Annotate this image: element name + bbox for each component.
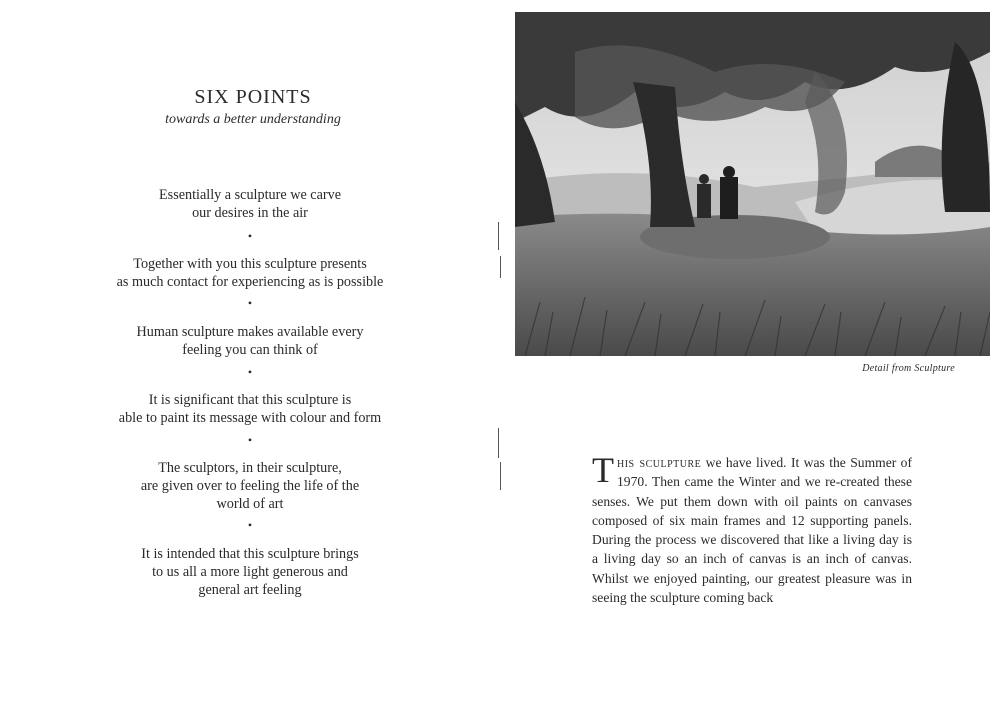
point-line: It is intended that this sculpture brings xyxy=(141,546,359,562)
point-line: feeling you can think of xyxy=(182,342,318,358)
point-1 xyxy=(80,186,420,222)
landscape-illustration xyxy=(515,12,990,356)
point-line: are given over to feeling the life of the xyxy=(140,478,360,494)
point-line: general art feeling xyxy=(198,582,302,598)
body-text: we have lived. It was the Summer of 1970. Then came the Winter and we re-created these senses. We put them down with oil paints on canvases composed of six main frames and 12 supporting panels. During the process we discovered that like a living day is a living day so an inch of canvas is an inch of canvas. Whilst we enjoyed painting, our greatest pleasure was in seeing the sculpture coming back xyxy=(592,455,912,606)
point-4 xyxy=(80,391,420,427)
point-line: The sculptors, in their sculpture, xyxy=(158,460,342,476)
point-3 xyxy=(80,323,420,359)
point-6 xyxy=(80,545,420,599)
image-caption: Detail from Sculpture xyxy=(862,363,955,374)
point-2 xyxy=(80,255,420,291)
point-line: our desires in the air xyxy=(192,205,308,221)
point-line: to us all a more light generous and xyxy=(152,564,348,580)
point-line: It is significant that this sculpture is xyxy=(148,392,352,408)
crop-mark xyxy=(498,428,499,458)
crop-mark xyxy=(498,222,499,250)
point-line: Together with you this sculpture presents xyxy=(133,256,367,272)
separator-bullet: • xyxy=(247,296,253,310)
point-line: as much contact for experiencing as is possible xyxy=(116,274,384,290)
point-line: world of art xyxy=(216,496,284,512)
drop-cap: T xyxy=(592,450,614,490)
point-line: Essentially a sculpture we carve xyxy=(159,187,341,203)
separator-bullet: • xyxy=(247,365,253,379)
point-5 xyxy=(80,459,420,513)
lead-smallcaps: his sculpture xyxy=(617,455,702,470)
sculpture-painting-image xyxy=(515,12,990,356)
separator-bullet: • xyxy=(247,518,253,532)
crop-mark xyxy=(500,462,501,490)
page-subtitle: towards a better understanding xyxy=(165,112,341,127)
point-line: able to paint its message with colour and form xyxy=(118,410,382,426)
page-title: SIX POINTS xyxy=(194,86,312,108)
separator-bullet: • xyxy=(247,433,253,447)
body-paragraph xyxy=(592,450,912,607)
point-line: Human sculpture makes available every xyxy=(136,324,364,340)
crop-mark xyxy=(500,256,501,278)
separator-bullet: • xyxy=(247,229,253,243)
